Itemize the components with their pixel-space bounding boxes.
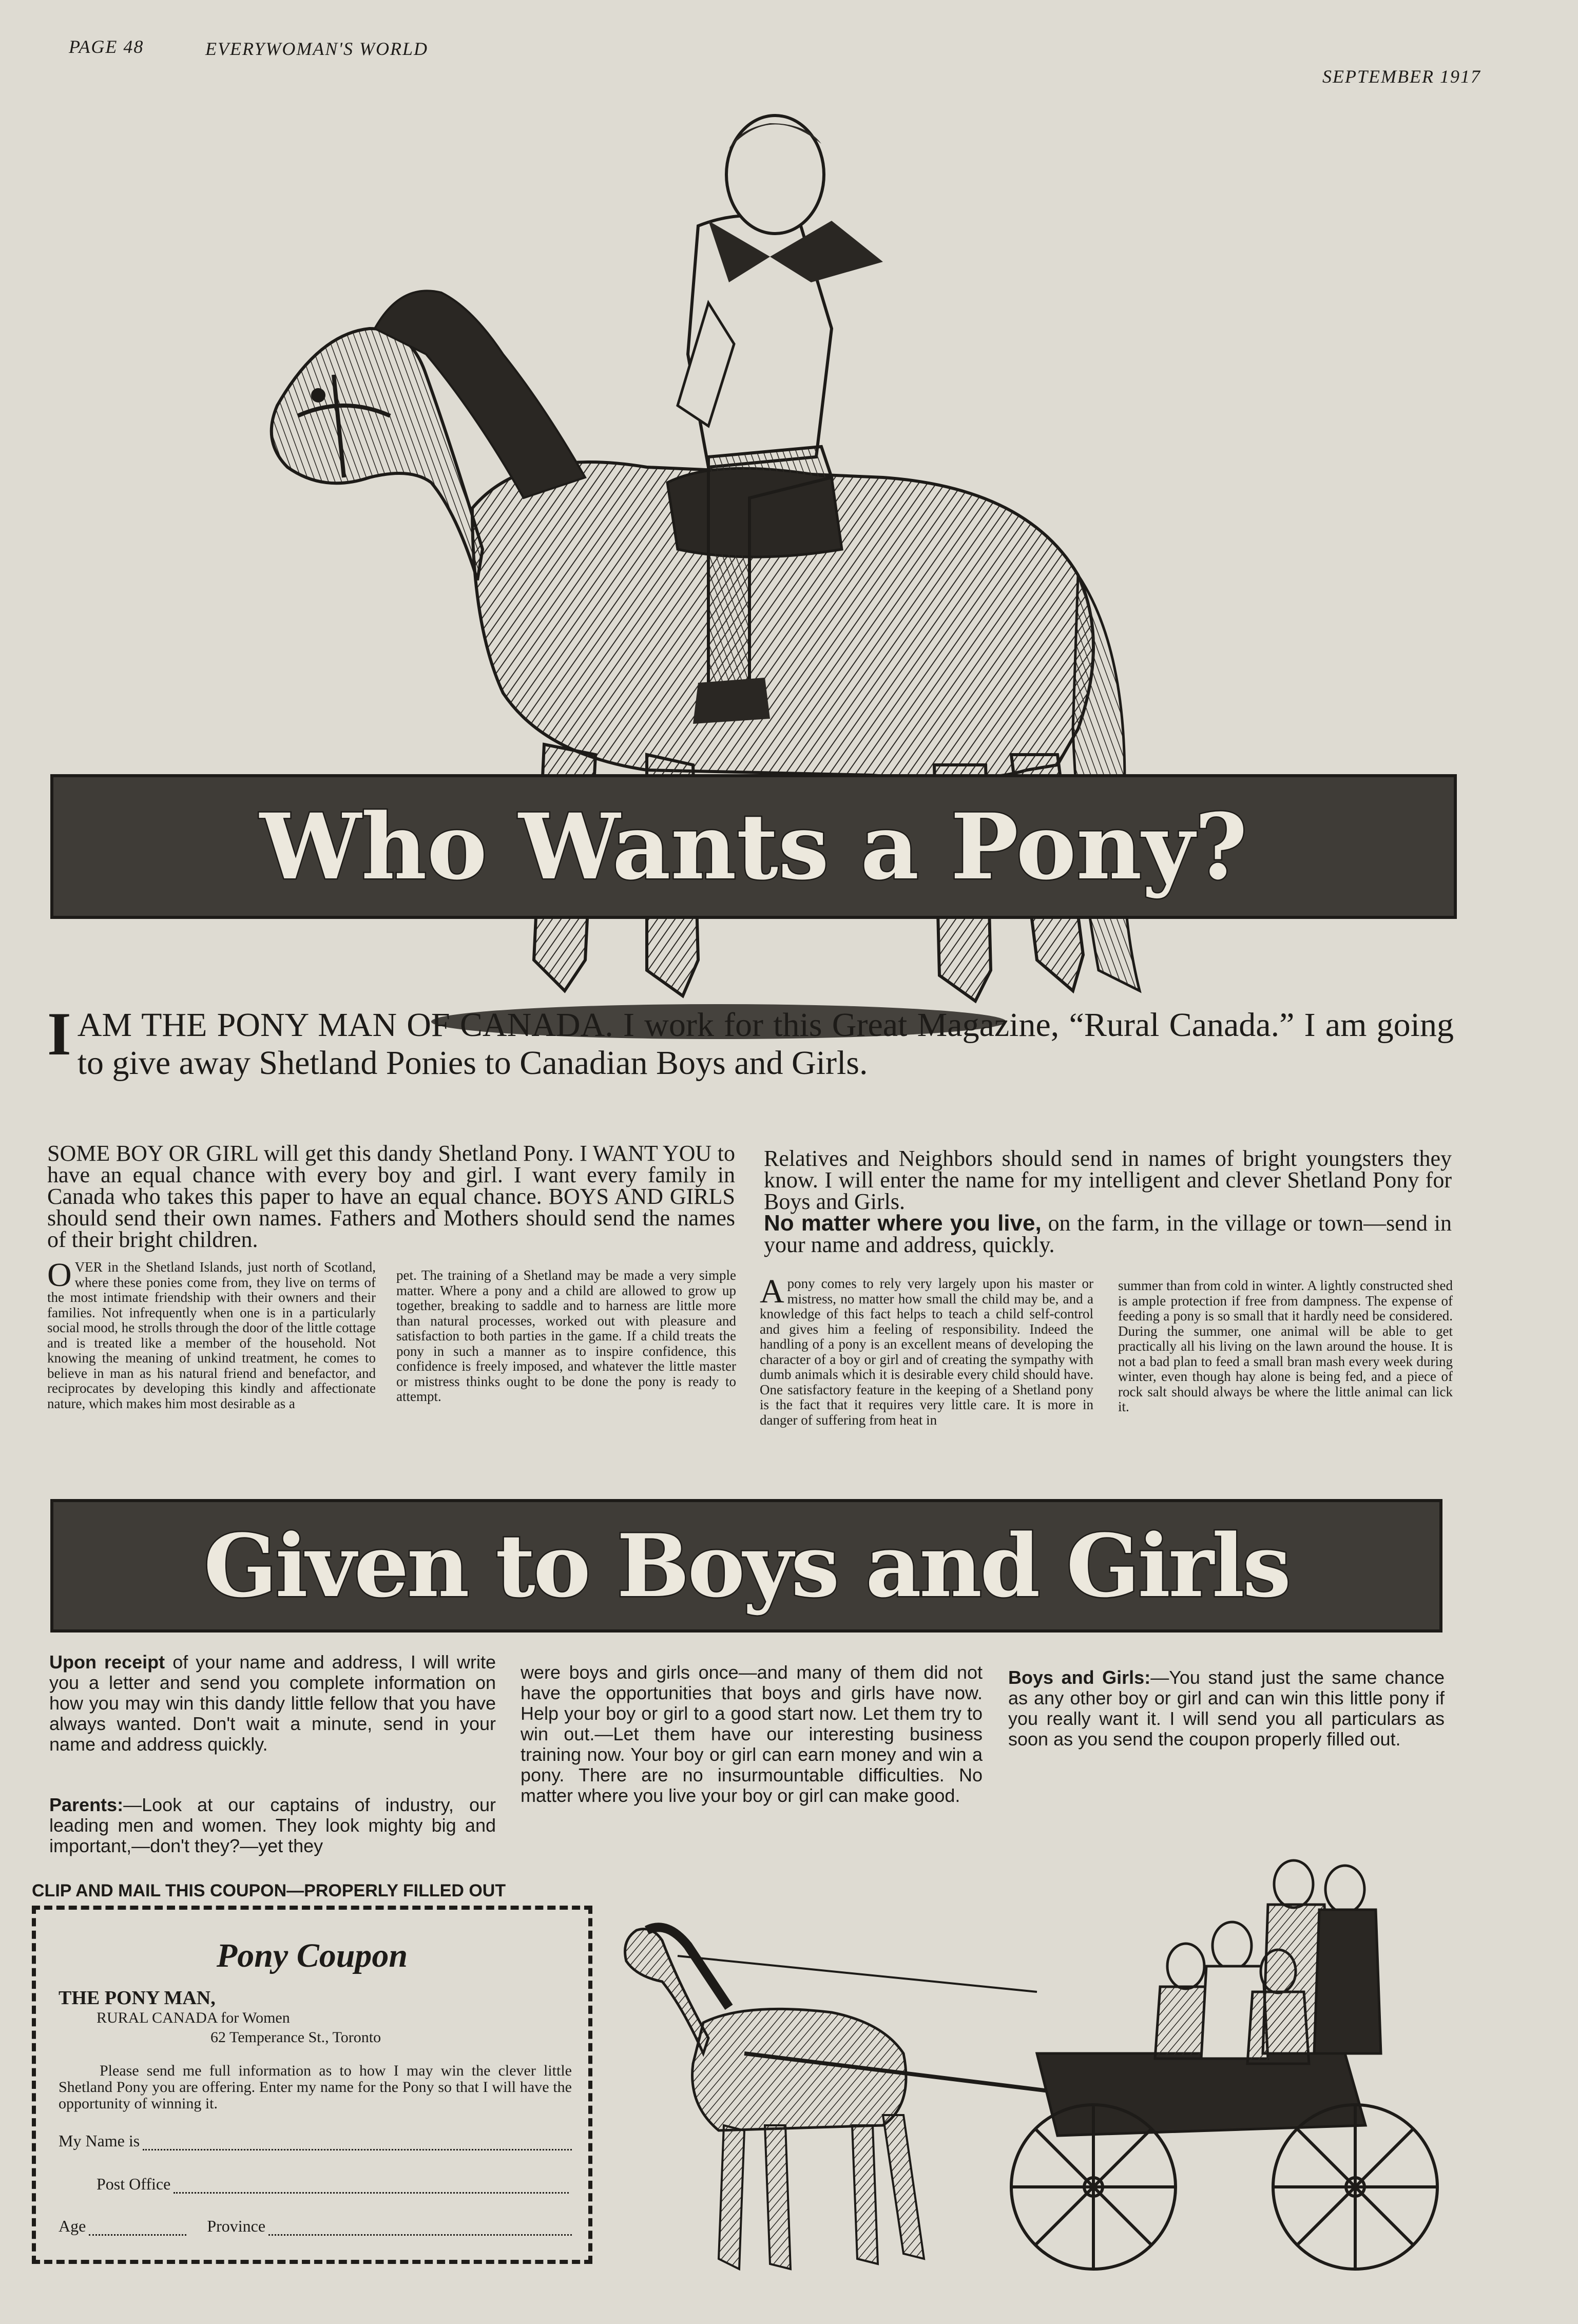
age-province-field[interactable] <box>59 2217 572 2236</box>
boys-and-girls-paragraph <box>1008 1667 1445 1750</box>
parents-paragraph <box>49 1795 496 1856</box>
column-3-text: pony comes to rely very largely upon his master or mistress, no matter how small the child may be, and a knowledge of this fact helps to teach a child self-control and gives him a feeling of responsibility. Indeed the handling of a pony is an excellent means of developing the character of a boy or girl and of creating the sympathy with dumb animals which it is desirable every child should have. One satisfactory feature in the keeping of a Shetland pony is the fact that it requires very little care. It is more in danger of suffering from heat in <box>760 1276 1093 1428</box>
coupon-request: Please send me full information as to how I may win the clever little Shetland Pony you are offering. Enter my name for the Pony so that I will have the opportunity of winning it. <box>59 2062 572 2112</box>
column-1-text: VER in the Shetland Islands, just north of Scotland, where these ponies come from, they live on terms of the most intimate friendship with their owners and their families. Not infrequently when one is in a particularly social mood, he strolls through the door of the little cottage and is treated like a member of the household. Not knowing the meaning of unkind treatment, he comes to believe in man as his natural friend and benefactor, and reciprocates by developing this kindly and affectionate nature, which makes him most desirable as a <box>47 1259 376 1411</box>
article-column-2: pet. The training of a Shetland may be made a very simple matter. Where a pony and a child are allowed to grow up together, breaking to saddle and to harness are little more than natural processes, worked out with pleasure and satisfaction to both parties in the game. If a child treats the pony in such a manner as to inspire confidence, this confidence is freely imposed, and whatever the little master or mistress thinks ought to be done the pony is ready to attempt. <box>396 1267 736 1404</box>
intro-right-paragraph <box>764 1148 1452 1256</box>
column-1-dropcap: O <box>47 1256 72 1294</box>
province-line[interactable] <box>268 2230 572 2236</box>
coupon-organization: RURAL CANADA for Women <box>97 2009 290 2026</box>
middle-banner <box>50 1499 1442 1632</box>
intro-right-text: Relatives and Neighbors should send in names of bright youngsters they know. I will enter the name for my intelligent and clever Shetland Pony for Boys and Girls. <box>764 1146 1452 1214</box>
coupon-addressee: THE PONY MAN, <box>59 1987 216 2009</box>
intro-right-tail: on the farm, in the village or town—send in your name and address, quickly. <box>764 1211 1452 1257</box>
intro-dropcap: I <box>47 1000 71 1068</box>
age-line[interactable] <box>89 2230 186 2236</box>
intro-right-lead: No matter where you live, <box>764 1211 1042 1236</box>
intro-headline-text: AM THE PONY MAN OF CANADA. I work for this Great Magazine, “Rural Canada.” I am going to give away Shetland Ponies to Canadian Boys and Girls. <box>77 1006 1454 1082</box>
post-office-label: Post Office <box>97 2175 171 2193</box>
column-3-dropcap: A <box>760 1273 784 1310</box>
province-label: Province <box>207 2217 266 2235</box>
upon-receipt-text: of your name and address, I will write you a letter and send you complete information on how you may win this dandy little fellow that you have always wanted. Don't wait a minute, send in your name and address quickly. <box>49 1651 496 1755</box>
coupon-instruction: CLIP AND MAIL THIS COUPON—PROPERLY FILLED OUT <box>32 1881 506 1900</box>
article-column-1 <box>47 1256 376 1411</box>
coupon-title: Pony Coupon <box>216 1937 408 1974</box>
pony-coupon <box>32 1906 592 2264</box>
issue-date: SEPTEMBER 1917 <box>1322 66 1481 87</box>
top-banner-title: Who Wants a Pony? <box>260 793 1247 900</box>
post-office-line[interactable] <box>174 2188 569 2194</box>
middle-paragraph: were boys and girls once—and many of them did not have the opportunities that boys and girls have now. Help your boy or girl to a good start now. Let them try to win out.—Let them have our interesting business training now. Your boy or girl can earn money and win a pony. There are no insurmountable difficulties. No matter where you live your boy or girl can make good. <box>521 1662 983 1806</box>
name-line[interactable] <box>143 2145 572 2150</box>
upon-receipt-paragraph <box>49 1652 496 1755</box>
top-banner <box>50 774 1457 919</box>
intro-left-paragraph: SOME BOY OR GIRL will get this dandy Shetland Pony. I WANT YOU to have an equal chance with every boy and girl. I want every family in Canada who takes this paper to have an equal chance. BOYS AND GIRLS should send their own names. Fathers and Mothers should send the names of their bright children. <box>47 1141 735 1252</box>
boys-and-girls-text: —You stand just the same chance as any other boy or girl and can win this little pony if you really want it. I will send you all particulars as soon as you send the coupon properly filled out. <box>1008 1667 1445 1750</box>
coupon-street: 62 Temperance St., Toronto <box>210 2029 381 2046</box>
parents-text: —Look at our captains of industry, our leading men and women. They look mighty big and important,—don't they?—yet they <box>49 1794 496 1856</box>
page-number: PAGE 48 <box>69 36 144 57</box>
magazine-name: EVERYWOMAN'S WORLD <box>205 39 429 59</box>
age-label: Age <box>59 2217 86 2235</box>
article-column-3 <box>760 1273 1093 1428</box>
upon-receipt-lead: Upon receipt <box>49 1651 165 1673</box>
parents-lead: Parents: <box>49 1794 124 1815</box>
pony-cart-children-illustration <box>616 1838 1448 2290</box>
middle-banner-title: Given to Boys and Girls <box>203 1515 1290 1617</box>
name-field[interactable] <box>59 2131 572 2150</box>
article-column-4: summer than from cold in winter. A lightly constructed shed is ample protection if free from dampness. The expense of feeding a pony is so small that it hardly need be considered. During the summer, one animal will be able to get practically all his living on the lawn around the house. It is not a bad plan to feed a small bran mash every week during winter, even though hay alone is being fed, and a piece of rock salt should always be where the little animal can lick it. <box>1118 1278 1453 1414</box>
intro-headline <box>47 1000 1454 1082</box>
name-label: My Name is <box>59 2131 140 2150</box>
post-office-field[interactable] <box>97 2175 569 2194</box>
boys-and-girls-lead: Boys and Girls: <box>1008 1667 1151 1688</box>
